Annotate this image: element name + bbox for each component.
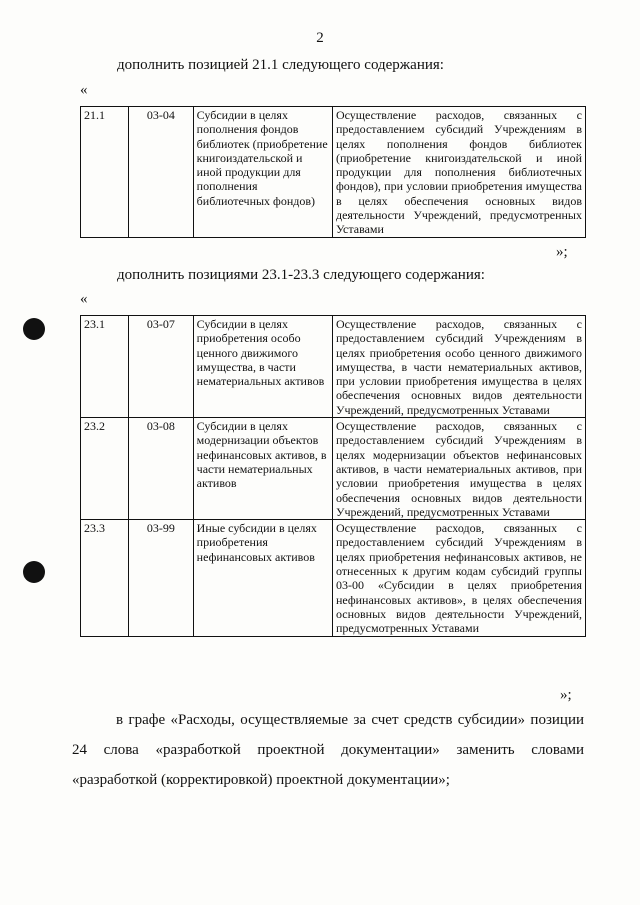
intro-text-2: дополнить позициями 23.1-23.3 следующего содержания: (117, 267, 485, 283)
subsidy-group-cell: 03-04 (129, 107, 194, 238)
page-number: 2 (316, 30, 324, 46)
position-code-cell: 21.1 (81, 107, 129, 238)
subsidy-group-cell: 03-07 (129, 316, 194, 418)
close-quote-2: »; (560, 687, 572, 703)
table-position-21-1 (80, 106, 586, 238)
subsidy-name-cell: Субсидии в целях приобретения особо ценного движимого имущества, в части нематериальных активов (193, 316, 332, 418)
subsidy-name-cell: Субсидии в целях пополнения фондов библиотек (приобретение книгоиздательской и иной продукции для пополнения библиотечных фондов) (193, 107, 332, 238)
table-row (81, 107, 586, 238)
table-row (81, 418, 586, 520)
position-code-cell: 23.3 (81, 520, 129, 636)
table-positions-23 (80, 315, 586, 637)
subsidy-group-cell: 03-99 (129, 520, 194, 636)
subsidy-description-cell: Осуществление расходов, связанных с предоставлением субсидий Учреждениям в целях приобретения нефинансовых активов, не отнесенных к другим кодам субсидий группы 03-00 «Субсидии в целях приобретения нефинансовых активов», в целях обеспечения основных видов деятельности Учреждений, предусмотренных Уставами (332, 520, 585, 636)
position-code-cell: 23.1 (81, 316, 129, 418)
punch-hole (23, 318, 45, 340)
subsidy-description-cell: Осуществление расходов, связанных с предоставлением субсидий Учреждениям в целях приобретения особо ценного движимого имущества, в части нематериальных активов, при условии приобретения имущества в целях обеспечения основных видов деятельности Учреждений, предусмотренных Уставами (332, 316, 585, 418)
table-row (81, 316, 586, 418)
subsidy-description-cell: Осуществление расходов, связанных с предоставлением субсидий Учреждениям в целях пополнения фондов библиотек (приобретение книгоиздательской и иной продукции для пополнения библиотечных фондов), при условии приобретения имущества в целях обеспечения основных видов деятельности Учреждений, предусмотренных Уставами (332, 107, 585, 238)
open-quote-1: « (80, 82, 88, 98)
position-code-cell: 23.2 (81, 418, 129, 520)
punch-hole (23, 561, 45, 583)
subsidy-name-cell: Иные субсидии в целях приобретения нефинансовых активов (193, 520, 332, 636)
table-row (81, 520, 586, 636)
subsidy-description-cell: Осуществление расходов, связанных с предоставлением субсидий Учреждениям в целях модернизации объектов нефинансовых активов, в части нематериальных активов, при условии приобретения имущества в целях обеспечения основных видов деятельности Учреждений, предусмотренных Уставами (332, 418, 585, 520)
subsidy-name-cell: Субсидии в целях модернизации объектов нефинансовых активов, в части нематериальных активов (193, 418, 332, 520)
close-quote-1: »; (556, 244, 568, 260)
subsidy-group-cell: 03-08 (129, 418, 194, 520)
final-paragraph-text: в графе «Расходы, осуществляемые за счет средств субсидии» позиции 24 слова «разработкой проектной документации» заменить словами «разработкой (корректировкой) проектной документации»; (72, 712, 584, 788)
open-quote-2: « (80, 291, 88, 307)
intro-text-1: дополнить позицией 21.1 следующего содержания: (117, 57, 444, 73)
final-paragraph (72, 705, 584, 795)
